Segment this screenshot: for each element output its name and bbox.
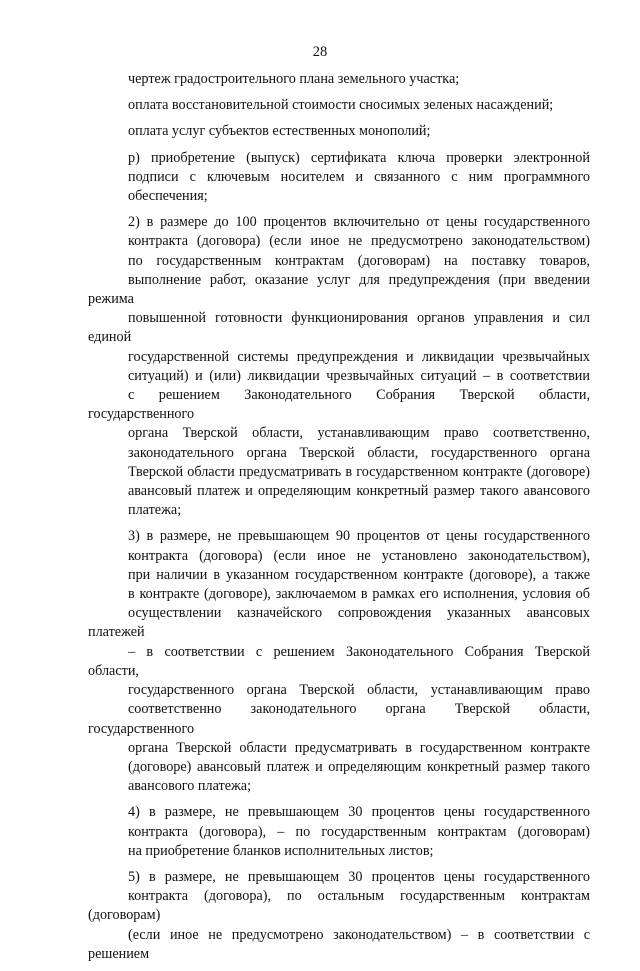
paragraph bbox=[88, 213, 590, 520]
text-line: чертеж градостроительного плана земельного участка; bbox=[128, 71, 460, 87]
text-line: органа Тверской области, устанавливающим право соответственно, bbox=[128, 425, 590, 442]
text-line: выполнение работ, оказание услуг для предупреждения (при введении режима bbox=[88, 271, 590, 308]
text-line: в контракте (договоре), заключаемом в рамках его исполнения, условия об bbox=[128, 586, 590, 603]
text-line: государственного органа Тверской области, устанавливающим право bbox=[128, 682, 590, 699]
paragraph bbox=[88, 96, 590, 115]
text-line: 3) в размере, не превышающем 90 процентов от цены государственного bbox=[128, 528, 590, 545]
document-body bbox=[88, 70, 590, 971]
text-line: органа Тверской области предусматривать в государственном контракте bbox=[128, 739, 590, 756]
page-number: 28 bbox=[312, 44, 328, 60]
text-line: контракта (договора) (если иное не установлено законодательством), bbox=[128, 547, 590, 564]
paragraph bbox=[88, 803, 590, 861]
text-line: авансового платежа; bbox=[128, 778, 252, 795]
text-line: (договоре) авансовый платеж и определяющим конкретный размер такого bbox=[128, 758, 590, 775]
text-line: на приобретение бланков исполнительных листов; bbox=[128, 842, 434, 859]
paragraph bbox=[88, 149, 590, 207]
text-line: Тверской области предусматривать в государственном контракте (договоре) bbox=[128, 463, 590, 480]
paragraph bbox=[88, 527, 590, 796]
text-line: (если иное не предусмотрено законодательством) – в соответствии с решением bbox=[88, 926, 590, 962]
text-line: контракта (договора) (если иное не предусмотрено законодательством) bbox=[128, 233, 590, 250]
text-line: контракта (договора), – по государственным контрактам (договорам) bbox=[128, 823, 590, 840]
text-line: повышенной готовности функционирования органов управления и сил единой bbox=[88, 310, 590, 346]
paragraph bbox=[88, 868, 590, 964]
text-line: обеспечения; bbox=[128, 188, 208, 205]
text-line: 5) в размере, не превышающем 30 процентов цены государственного bbox=[128, 868, 590, 885]
text-line: государственной системы предупреждения и ликвидации чрезвычайных bbox=[128, 348, 590, 365]
text-line: соответственно законодательного органа Тверской области, государственного bbox=[88, 701, 590, 737]
paragraph bbox=[88, 122, 590, 141]
text-line: контракта (договора), по остальным государственным контрактам (договорам) bbox=[88, 888, 590, 924]
text-line: подписи с ключевым носителем и связанного с ним программного bbox=[128, 168, 590, 185]
text-line: – в соответствии с решением Законодательного Собрания Тверской области, bbox=[88, 643, 590, 679]
text-line: оплата услуг субъектов естественных монополий; bbox=[128, 123, 431, 140]
text-line: с решением Законодательного Собрания Тверской области, государственного bbox=[88, 387, 590, 423]
text-line: авансовый платеж и определяющим конкретный размер такого авансового bbox=[128, 483, 590, 500]
paragraph bbox=[88, 70, 590, 89]
text-line: 2) в размере до 100 процентов включительно от цены государственного bbox=[128, 214, 590, 231]
text-line: осуществлении казначейского сопровождения указанных авансовых платежей bbox=[88, 605, 590, 641]
text-line: при наличии в указанном государственном контракте (договоре), а также bbox=[128, 566, 590, 583]
text-line: по государственным контрактам (договорам) на поставку товаров, bbox=[128, 252, 590, 269]
text-line: оплата восстановительной стоимости сносимых зеленых насаждений; bbox=[128, 97, 554, 114]
text-line: законодательного органа Тверской области, государственного органа bbox=[128, 444, 590, 461]
text-line: ситуаций) и (или) ликвидации чрезвычайных ситуаций – в соответствии bbox=[128, 367, 590, 384]
text-line: р) приобретение (выпуск) сертификата ключа проверки электронной bbox=[128, 149, 590, 166]
text-line: платежа; bbox=[128, 502, 182, 519]
text-line: 4) в размере, не превышающем 30 процентов цены государственного bbox=[128, 804, 590, 821]
